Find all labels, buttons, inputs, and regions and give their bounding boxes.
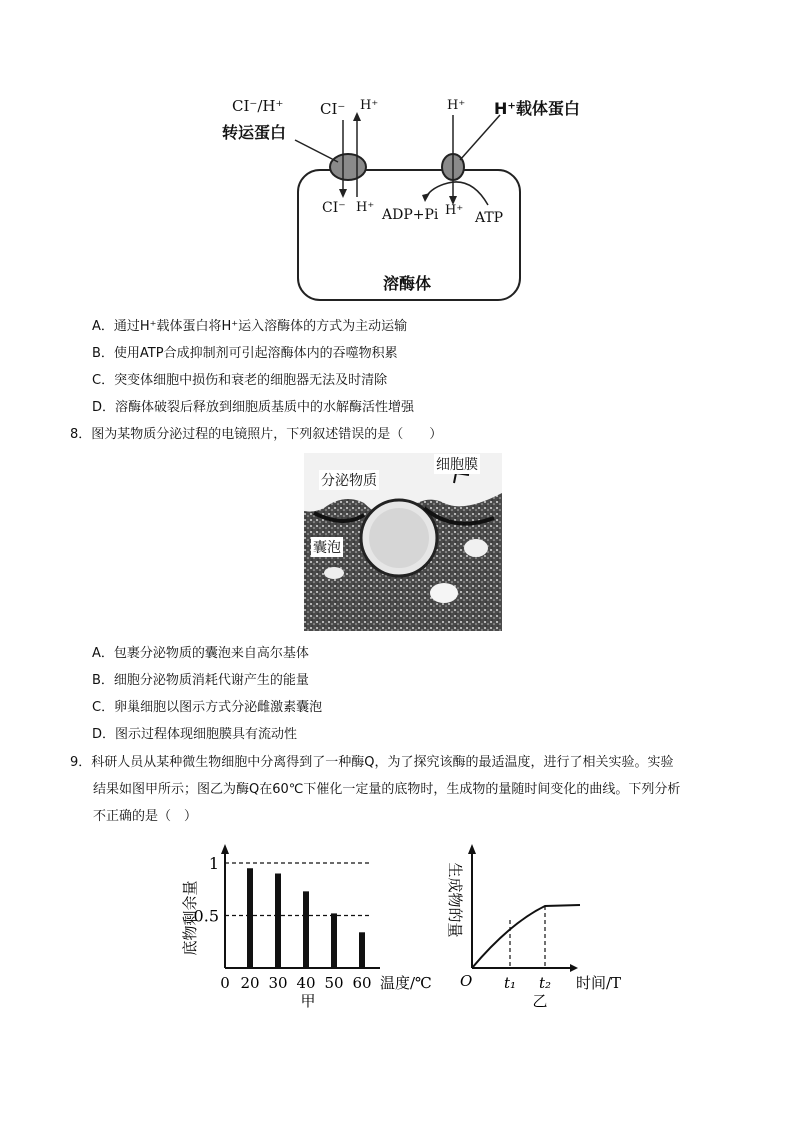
bar <box>359 932 365 968</box>
q8-option-d[interactable]: D．图示过程体现细胞膜具有流动性 <box>92 727 298 742</box>
t1-label: t₁ <box>503 974 517 992</box>
label-adp-pi: ADP+Pi <box>382 207 439 223</box>
x-axis-label: 温度/℃ <box>380 974 432 992</box>
photo-label-vesicle: 囊泡 <box>311 537 343 557</box>
origin-label: 0 <box>220 974 230 992</box>
q8-stem: 8．图为某物质分泌过程的电镜照片，下列叙述错误的是（ ） <box>70 427 443 442</box>
label-atp: ATP <box>475 210 504 226</box>
bar <box>331 913 337 968</box>
label-cl-h-transporter-bottom: 转运蛋白 <box>222 123 287 142</box>
label-cl-in: CI⁻ <box>322 200 346 216</box>
label-cl-h-transporter-top: CI⁻/H⁺ <box>232 97 284 115</box>
x-tick-label: 60 <box>352 974 372 992</box>
product-curve <box>472 905 580 968</box>
q8-option-c[interactable]: C．卵巢细胞以图示方式分泌雌激素囊泡 <box>92 700 323 715</box>
q7-option-c[interactable]: C．突变体细胞中损伤和衰老的细胞器无法及时清除 <box>92 373 388 388</box>
t2-label: t₂ <box>538 974 552 992</box>
y-axis-label: 底物剩余量 <box>181 880 199 956</box>
q9-stem-line2: 结果如图甲所示；图乙为酶Q在60℃下催化一定量的底物时，生成物的量随时间变化的曲线。下列分析 <box>93 782 681 797</box>
q7-option-d[interactable]: D．溶酶体破裂后释放到细胞质基质中的水解酶活性增强 <box>92 400 415 415</box>
x-tick-label: 40 <box>296 974 316 992</box>
label-h-in: H⁺ <box>356 200 375 215</box>
bar <box>247 868 253 968</box>
x-tick-label: 50 <box>324 974 344 992</box>
chart-substrate-remaining <box>175 838 455 1013</box>
q8-option-a[interactable]: A．包裹分泌物质的囊泡来自高尔基体 <box>92 646 309 661</box>
q8-option-b[interactable]: B．细胞分泌物质消耗代谢产生的能量 <box>92 673 309 688</box>
label-lysosome: 溶酶体 <box>383 274 432 293</box>
label-h-carrier: H⁺载体蛋白 <box>494 99 580 118</box>
q7-option-a[interactable]: A．通过H⁺载体蛋白将H⁺运入溶酶体的方式为主动运输 <box>92 319 408 334</box>
y-tick-label: 0.5 <box>193 906 219 926</box>
label-cl-out: CI⁻ <box>320 100 346 118</box>
chart-caption: 乙 <box>532 992 548 1010</box>
photo-label-membrane: 细胞膜 <box>434 454 480 474</box>
q9-stem-line3: 不正确的是（ ） <box>93 809 198 824</box>
x-tick-label: 30 <box>268 974 288 992</box>
x-tick-label: 20 <box>240 974 260 992</box>
x-axis-arrow <box>570 964 578 972</box>
y-tick-label: 1 <box>208 854 219 873</box>
q9-stem-line1: 9．科研人员从某种微生物细胞中分离得到了一种酶Q，为了探究该酶的最适温度，进行了相关实验。实验 <box>70 755 674 770</box>
label-h-pump-top: H⁺ <box>447 98 466 113</box>
y-axis-arrow <box>221 844 229 854</box>
cl-h-transporter-protein <box>330 154 366 180</box>
chart-product-amount <box>430 838 645 1013</box>
q7-option-b[interactable]: B．使用ATP合成抑制剂可引起溶酶体内的吞噬物积累 <box>92 346 398 361</box>
origin-label: O <box>460 972 473 990</box>
label-h-in-2: H⁺ <box>445 203 464 218</box>
y-axis-arrow <box>468 844 476 854</box>
photo-label-secretion: 分泌物质 <box>319 470 379 490</box>
label-h-out: H⁺ <box>360 98 379 113</box>
bar <box>303 891 309 968</box>
bar <box>275 874 281 969</box>
chart-caption: 甲 <box>300 992 316 1010</box>
x-axis-label: 时间/T <box>576 974 622 992</box>
y-axis-label: 生成物的量 <box>446 862 464 938</box>
